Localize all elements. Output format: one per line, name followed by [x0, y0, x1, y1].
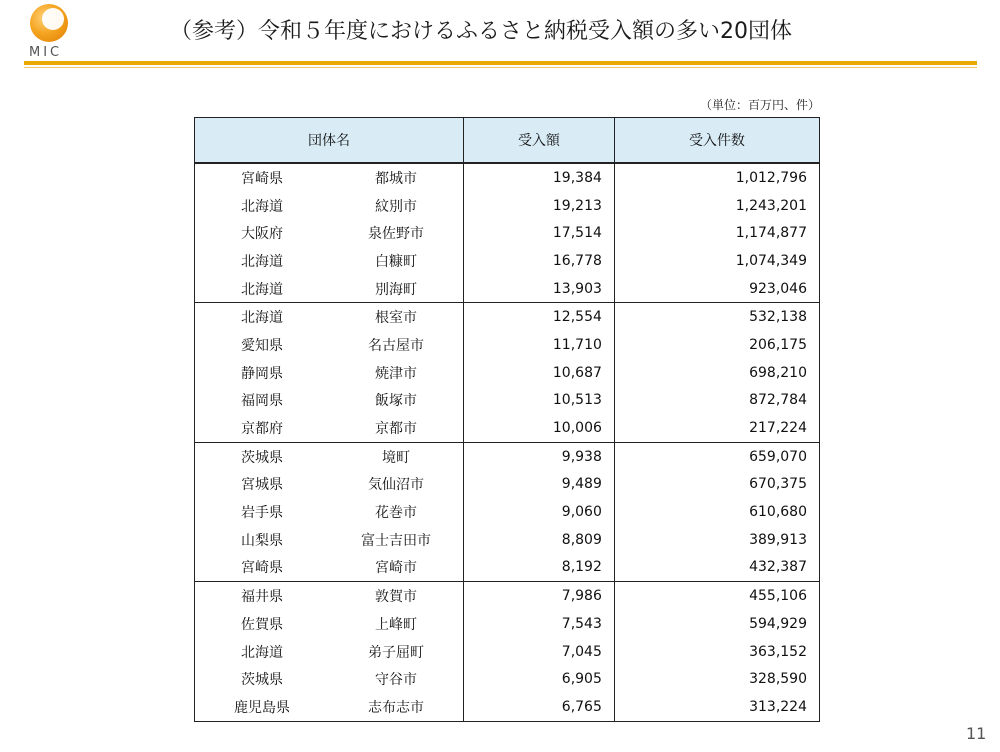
count-cell: 659,070: [614, 442, 819, 470]
table-body: [195, 163, 820, 721]
prefecture-cell: 山梨県: [195, 526, 330, 554]
table-row: [195, 554, 820, 582]
table-row: [195, 638, 820, 666]
logo-mark: [30, 4, 68, 42]
amount-cell: 10,687: [464, 359, 615, 387]
prefecture-cell: 北海道: [195, 638, 330, 666]
count-cell: 1,012,796: [614, 163, 819, 192]
municipality-cell: 花巻市: [329, 498, 464, 526]
municipality-cell: 弟子屈町: [329, 638, 464, 666]
prefecture-cell: 茨城県: [195, 442, 330, 470]
count-cell: 313,224: [614, 693, 819, 721]
amount-cell: 12,554: [464, 303, 615, 331]
amount-cell: 13,903: [464, 275, 615, 303]
page-number: 11: [966, 724, 987, 743]
table-row: [195, 192, 820, 220]
title-underline: [24, 61, 977, 65]
column-header-amount: 受入額: [464, 118, 615, 164]
table-row: [195, 163, 820, 192]
column-header-count: 受入件数: [614, 118, 819, 164]
count-cell: 872,784: [614, 387, 819, 415]
amount-cell: 10,513: [464, 387, 615, 415]
count-cell: 328,590: [614, 665, 819, 693]
column-header-name: 団体名: [195, 118, 464, 164]
table-row: [195, 582, 820, 610]
table-row: [195, 247, 820, 275]
prefecture-cell: 福岡県: [195, 387, 330, 415]
municipality-cell: 上峰町: [329, 610, 464, 638]
prefecture-cell: 京都府: [195, 414, 330, 442]
amount-cell: 9,489: [464, 471, 615, 499]
municipality-cell: 宮崎市: [329, 554, 464, 582]
amount-cell: 7,045: [464, 638, 615, 666]
count-cell: 432,387: [614, 554, 819, 582]
prefecture-cell: 静岡県: [195, 359, 330, 387]
municipality-cell: 守谷市: [329, 665, 464, 693]
prefecture-cell: 佐賀県: [195, 610, 330, 638]
prefecture-cell: 茨城県: [195, 665, 330, 693]
municipality-cell: 紋別市: [329, 192, 464, 220]
count-cell: 923,046: [614, 275, 819, 303]
count-cell: 594,929: [614, 610, 819, 638]
prefecture-cell: 大阪府: [195, 219, 330, 247]
count-cell: 217,224: [614, 414, 819, 442]
prefecture-cell: 宮城県: [195, 471, 330, 499]
unit-note: （単位：百万円、件）: [699, 98, 820, 112]
municipality-cell: 都城市: [329, 163, 464, 192]
count-cell: 206,175: [614, 331, 819, 359]
table-row: [195, 331, 820, 359]
table-row: [195, 610, 820, 638]
table-row: [195, 665, 820, 693]
prefecture-cell: 鹿児島県: [195, 693, 330, 721]
table-row: [195, 414, 820, 442]
prefecture-cell: 宮崎県: [195, 554, 330, 582]
amount-cell: 7,543: [464, 610, 615, 638]
table-row: [195, 359, 820, 387]
table-header-row: [195, 118, 820, 164]
amount-cell: 9,060: [464, 498, 615, 526]
count-cell: 532,138: [614, 303, 819, 331]
count-cell: 455,106: [614, 582, 819, 610]
amount-cell: 9,938: [464, 442, 615, 470]
municipality-cell: 名古屋市: [329, 331, 464, 359]
count-cell: 1,074,349: [614, 247, 819, 275]
count-cell: 610,680: [614, 498, 819, 526]
amount-cell: 11,710: [464, 331, 615, 359]
municipality-cell: 焼津市: [329, 359, 464, 387]
municipality-cell: 気仙沼市: [329, 471, 464, 499]
logo-text: MIC: [29, 45, 63, 60]
amount-cell: 10,006: [464, 414, 615, 442]
amount-cell: 17,514: [464, 219, 615, 247]
municipality-cell: 泉佐野市: [329, 219, 464, 247]
count-cell: 1,174,877: [614, 219, 819, 247]
table-row: [195, 526, 820, 554]
prefecture-cell: 宮崎県: [195, 163, 330, 192]
municipality-cell: 境町: [329, 442, 464, 470]
count-cell: 670,375: [614, 471, 819, 499]
amount-cell: 8,192: [464, 554, 615, 582]
prefecture-cell: 北海道: [195, 303, 330, 331]
prefecture-cell: 北海道: [195, 247, 330, 275]
prefecture-cell: 北海道: [195, 275, 330, 303]
amount-cell: 19,213: [464, 192, 615, 220]
table-row: [195, 693, 820, 721]
table-row: [195, 498, 820, 526]
municipality-cell: 飯塚市: [329, 387, 464, 415]
count-cell: 363,152: [614, 638, 819, 666]
table-row: [195, 303, 820, 331]
prefecture-cell: 愛知県: [195, 331, 330, 359]
municipality-cell: 根室市: [329, 303, 464, 331]
amount-cell: 6,905: [464, 665, 615, 693]
table-row: [195, 471, 820, 499]
municipality-cell: 富士吉田市: [329, 526, 464, 554]
table-row: [195, 387, 820, 415]
title-underline-thin: [24, 67, 977, 68]
ranking-table: [194, 117, 820, 722]
count-cell: 698,210: [614, 359, 819, 387]
count-cell: 389,913: [614, 526, 819, 554]
municipality-cell: 白糠町: [329, 247, 464, 275]
municipality-cell: 敦賀市: [329, 582, 464, 610]
table-row: [195, 442, 820, 470]
amount-cell: 7,986: [464, 582, 615, 610]
municipality-cell: 志布志市: [329, 693, 464, 721]
count-cell: 1,243,201: [614, 192, 819, 220]
prefecture-cell: 福井県: [195, 582, 330, 610]
mic-logo: [26, 4, 74, 62]
prefecture-cell: 北海道: [195, 192, 330, 220]
amount-cell: 16,778: [464, 247, 615, 275]
municipality-cell: 別海町: [329, 275, 464, 303]
amount-cell: 19,384: [464, 163, 615, 192]
page-title: （参考）令和５年度におけるふるさと納税受入額の多い20団体: [170, 19, 792, 44]
municipality-cell: 京都市: [329, 414, 464, 442]
prefecture-cell: 岩手県: [195, 498, 330, 526]
table-row: [195, 219, 820, 247]
amount-cell: 6,765: [464, 693, 615, 721]
table-row: [195, 275, 820, 303]
amount-cell: 8,809: [464, 526, 615, 554]
